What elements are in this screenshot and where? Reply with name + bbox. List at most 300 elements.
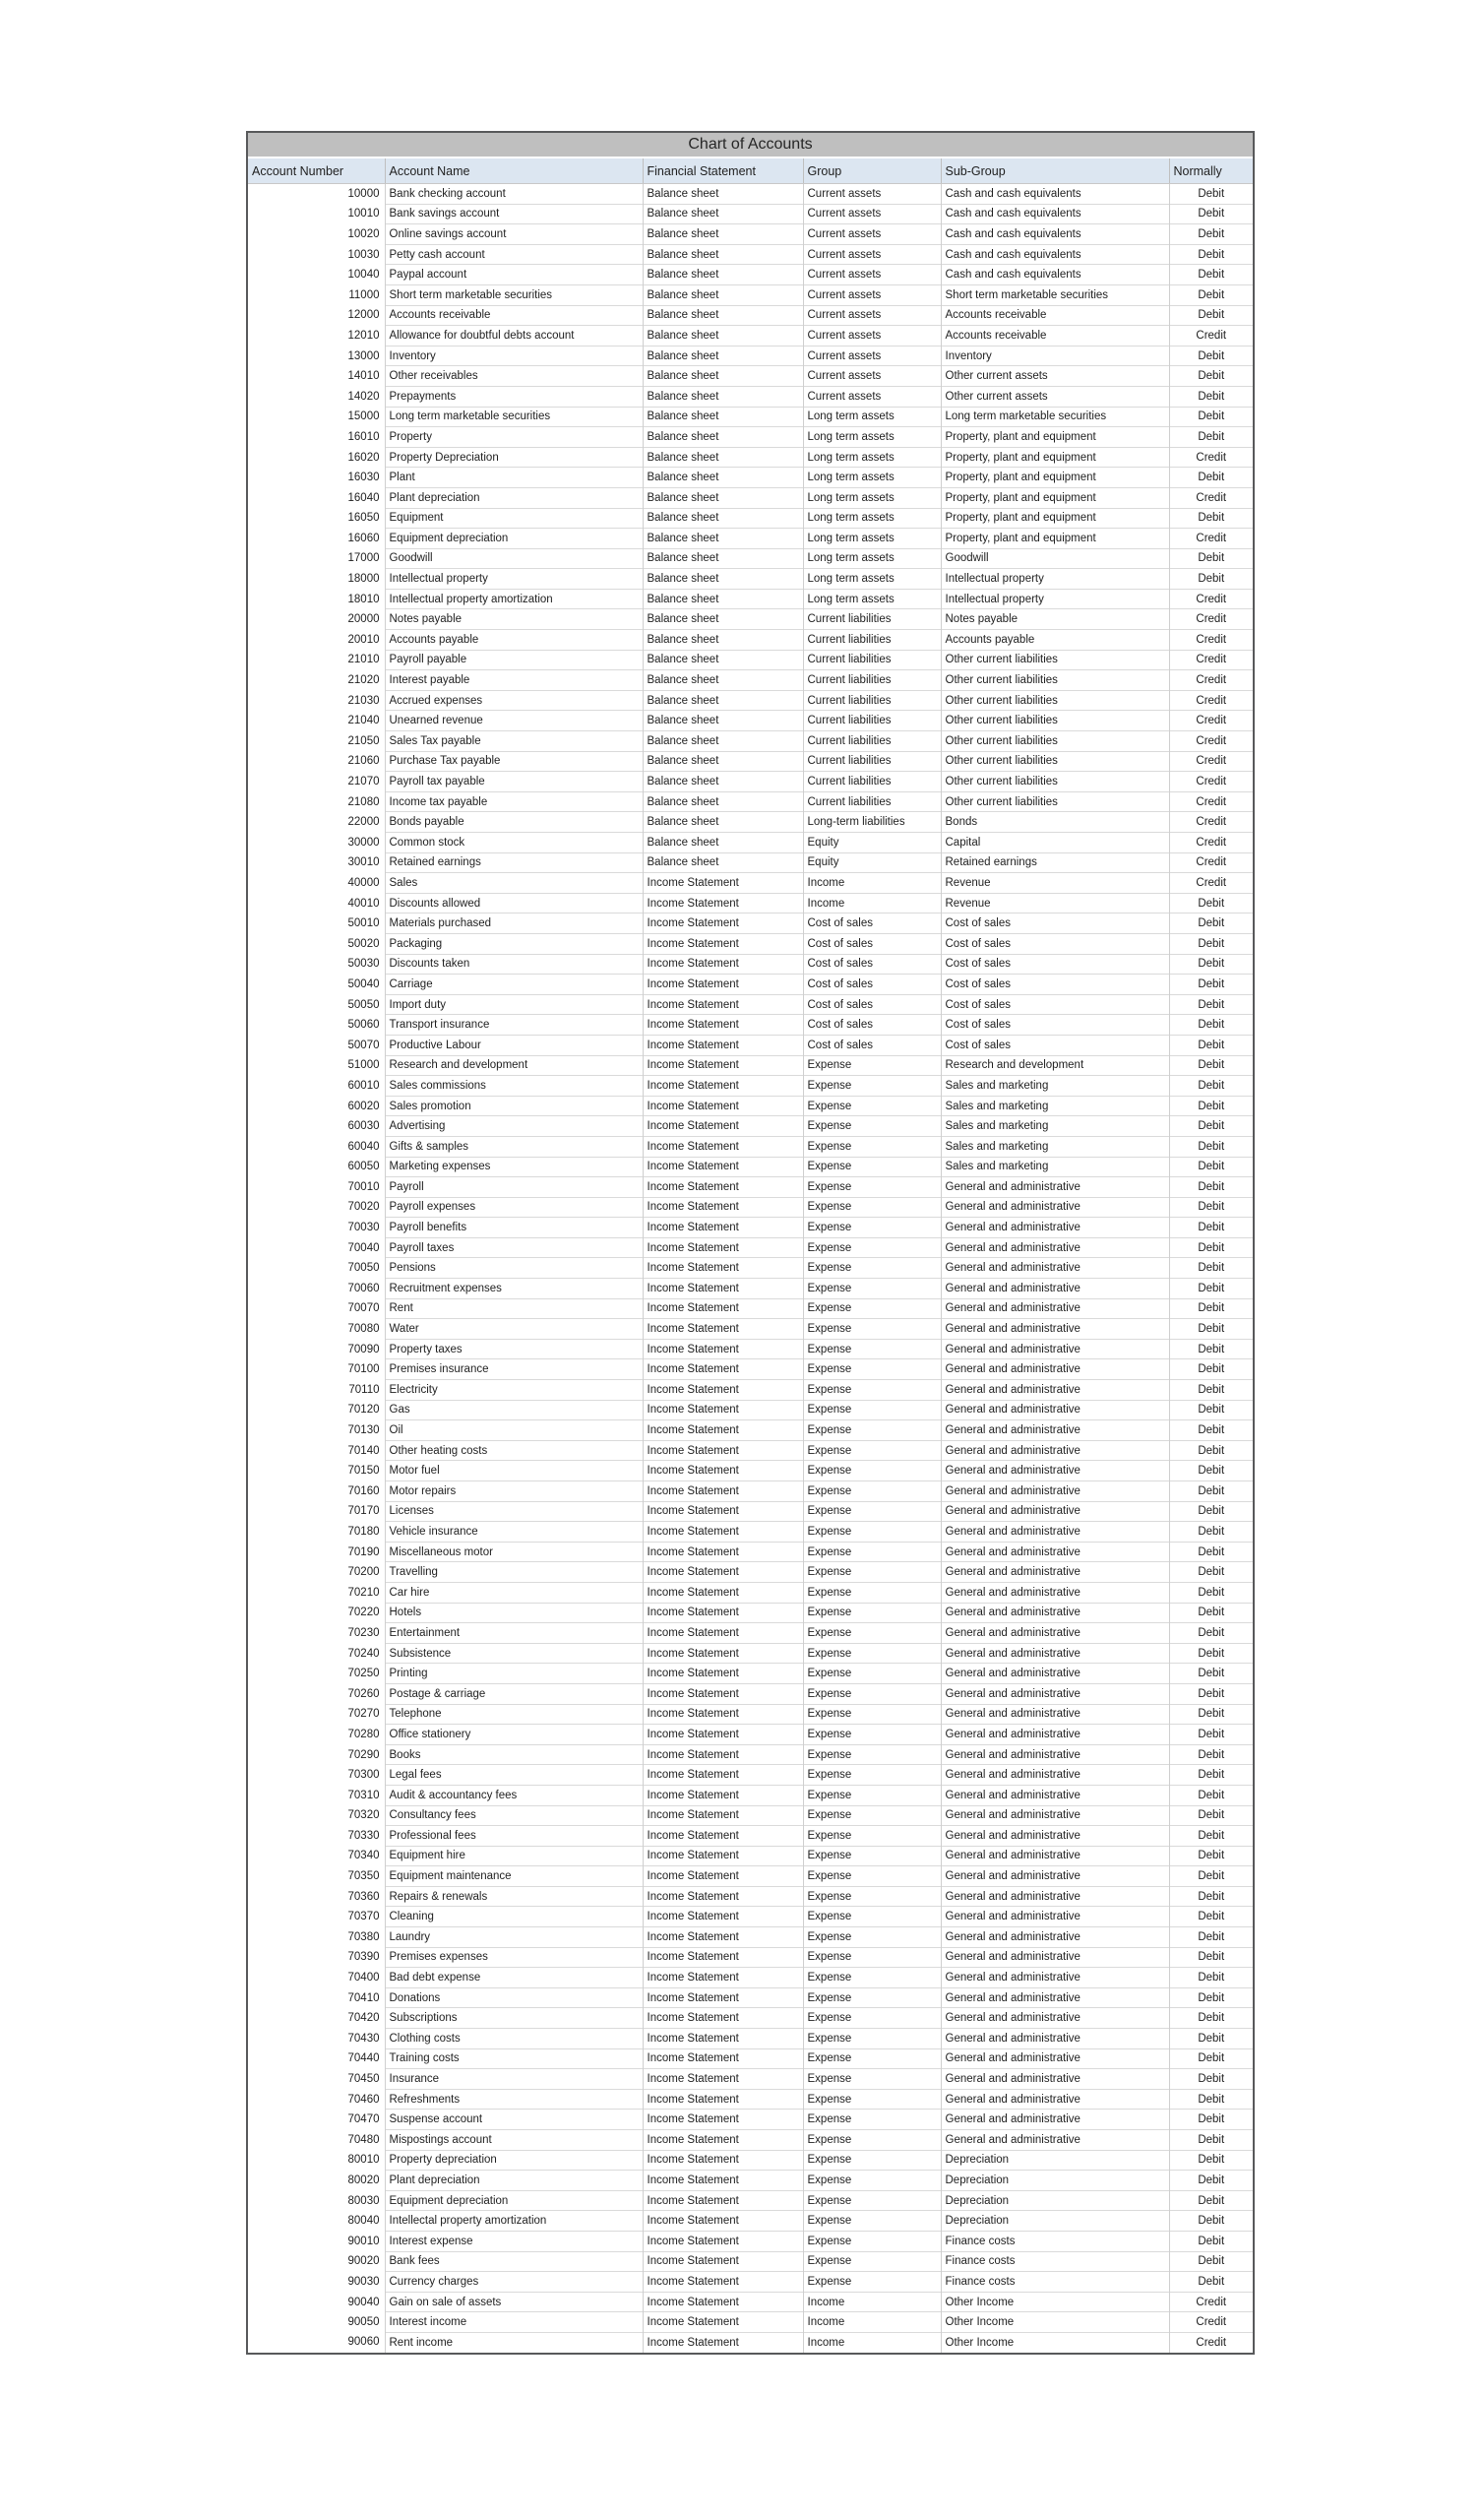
table-row [248,1481,1253,1502]
cell-financial-statement: Income Statement [643,1096,803,1116]
cell-account-number: 30000 [248,833,385,853]
cell-financial-statement: Balance sheet [643,650,803,670]
cell-group: Expense [803,2251,941,2272]
table-row [248,1643,1253,1664]
cell-sub-group: General and administrative [941,1765,1169,1786]
cell-sub-group: General and administrative [941,1947,1169,1968]
cell-sub-group: Short term marketable securities [941,284,1169,305]
cell-sub-group: General and administrative [941,1664,1169,1684]
cell-sub-group: Cost of sales [941,1035,1169,1055]
cell-account-name: Gas [385,1400,643,1420]
cell-group: Expense [803,1076,941,1097]
cell-account-name: Hotels [385,1603,643,1623]
cell-sub-group: General and administrative [941,1440,1169,1461]
cell-account-name: Sales promotion [385,1096,643,1116]
cell-group: Expense [803,1927,941,1948]
table-row [248,224,1253,245]
cell-financial-statement: Income Statement [643,1055,803,1076]
table-row [248,1177,1253,1198]
cell-account-number: 90050 [248,2312,385,2333]
table-row [248,548,1253,569]
cell-group: Cost of sales [803,914,941,934]
cell-account-number: 70080 [248,1319,385,1340]
cell-normally: Debit [1169,1704,1253,1725]
cell-normally: Credit [1169,873,1253,894]
cell-account-number: 10040 [248,265,385,285]
cell-financial-statement: Balance sheet [643,812,803,833]
table-row [248,1542,1253,1562]
cell-normally: Debit [1169,1664,1253,1684]
cell-account-name: Rent [385,1298,643,1319]
cell-sub-group: General and administrative [941,1481,1169,1502]
cell-sub-group: Other Income [941,2312,1169,2333]
cell-normally: Credit [1169,2332,1253,2352]
cell-account-number: 70020 [248,1197,385,1218]
cell-group: Expense [803,2008,941,2029]
cell-sub-group: General and administrative [941,1400,1169,1420]
cell-financial-statement: Income Statement [643,873,803,894]
table-row [248,1116,1253,1137]
table-row [248,873,1253,894]
cell-financial-statement: Income Statement [643,1136,803,1157]
cell-sub-group: General and administrative [941,1298,1169,1319]
cell-group: Long term assets [803,427,941,448]
cell-account-number: 70270 [248,1704,385,1725]
cell-financial-statement: Income Statement [643,1359,803,1380]
cell-account-name: Pensions [385,1258,643,1279]
cell-account-name: Payroll expenses [385,1197,643,1218]
cell-normally: Debit [1169,1096,1253,1116]
table-row [248,2130,1253,2151]
cell-sub-group: General and administrative [941,1339,1169,1359]
cell-group: Expense [803,1157,941,1177]
cell-financial-statement: Income Statement [643,1319,803,1340]
cell-normally: Debit [1169,284,1253,305]
cell-normally: Debit [1169,1116,1253,1137]
cell-normally: Debit [1169,1177,1253,1198]
cell-account-number: 80040 [248,2211,385,2232]
cell-group: Expense [803,1805,941,1826]
cell-group: Expense [803,1725,941,1745]
cell-account-number: 21020 [248,670,385,691]
cell-group: Current assets [803,386,941,407]
table-row [248,244,1253,265]
cell-financial-statement: Income Statement [643,1501,803,1522]
cell-sub-group: Cost of sales [941,994,1169,1015]
cell-account-name: Advertising [385,1116,643,1137]
cell-account-name: Inventory [385,346,643,366]
cell-normally: Debit [1169,1400,1253,1420]
cell-normally: Debit [1169,1866,1253,1887]
table-row [248,1826,1253,1847]
cell-account-name: Paypal account [385,265,643,285]
table-row [248,366,1253,387]
cell-group: Expense [803,1846,941,1866]
cell-financial-statement: Income Statement [643,1704,803,1725]
cell-financial-statement: Income Statement [643,954,803,975]
cell-group: Long term assets [803,487,941,508]
cell-normally: Debit [1169,1015,1253,1036]
cell-group: Equity [803,852,941,873]
cell-financial-statement: Income Statement [643,1785,803,1805]
cell-financial-statement: Balance sheet [643,447,803,468]
cell-financial-statement: Income Statement [643,1258,803,1279]
table-row [248,893,1253,914]
cell-account-name: Travelling [385,1562,643,1583]
table-row [248,1400,1253,1420]
cell-normally: Debit [1169,1501,1253,1522]
cell-sub-group: General and administrative [941,1987,1169,2008]
cell-group: Current liabilities [803,791,941,812]
cell-account-number: 70130 [248,1420,385,1441]
cell-group: Expense [803,2211,941,2232]
cell-sub-group: General and administrative [941,1380,1169,1401]
table-row [248,994,1253,1015]
table-row [248,1522,1253,1543]
cell-normally: Credit [1169,447,1253,468]
cell-group: Expense [803,1177,941,1198]
cell-group: Cost of sales [803,933,941,954]
table-row [248,2251,1253,2272]
cell-account-number: 14020 [248,386,385,407]
cell-group: Current assets [803,366,941,387]
table-row [248,589,1253,609]
cell-account-number: 70090 [248,1339,385,1359]
cell-normally: Debit [1169,2171,1253,2191]
cell-normally: Credit [1169,690,1253,711]
cell-financial-statement: Income Statement [643,1481,803,1502]
cell-account-name: Bad debt expense [385,1968,643,1988]
cell-account-number: 70440 [248,2048,385,2069]
cell-financial-statement: Balance sheet [643,184,803,205]
cell-financial-statement: Income Statement [643,1744,803,1765]
cell-group: Current liabilities [803,609,941,630]
cell-account-number: 70370 [248,1907,385,1927]
cell-account-number: 70220 [248,1603,385,1623]
table-row [248,1339,1253,1359]
cell-account-number: 14010 [248,366,385,387]
cell-financial-statement: Balance sheet [643,204,803,224]
cell-account-name: Common stock [385,833,643,853]
cell-group: Expense [803,1664,941,1684]
cell-financial-statement: Income Statement [643,2110,803,2130]
cell-account-number: 18010 [248,589,385,609]
cell-account-name: Plant [385,468,643,488]
cell-financial-statement: Income Statement [643,1380,803,1401]
cell-normally: Credit [1169,670,1253,691]
cell-account-number: 60030 [248,1116,385,1137]
cell-group: Expense [803,1136,941,1157]
cell-account-name: Accounts receivable [385,305,643,326]
cell-account-number: 50010 [248,914,385,934]
table-row [248,1420,1253,1441]
cell-normally: Credit [1169,852,1253,873]
cell-sub-group: General and administrative [941,2069,1169,2090]
cell-account-name: Gifts & samples [385,1136,643,1157]
cell-sub-group: Cost of sales [941,914,1169,934]
cell-account-name: Bonds payable [385,812,643,833]
table-row [248,1055,1253,1076]
cell-sub-group: Other current liabilities [941,731,1169,752]
cell-account-name: Professional fees [385,1826,643,1847]
cell-account-name: Clothing costs [385,2029,643,2049]
cell-normally: Debit [1169,265,1253,285]
cell-normally: Debit [1169,1744,1253,1765]
cell-normally: Credit [1169,711,1253,731]
cell-financial-statement: Balance sheet [643,386,803,407]
cell-sub-group: General and administrative [941,2008,1169,2029]
cell-account-number: 70480 [248,2130,385,2151]
cell-financial-statement: Income Statement [643,1116,803,1137]
header-sub-group: Sub-Group [941,158,1169,184]
cell-sub-group: Cash and cash equivalents [941,224,1169,245]
cell-account-name: Discounts taken [385,954,643,975]
cell-group: Expense [803,1886,941,1907]
cell-sub-group: General and administrative [941,1582,1169,1603]
cell-group: Expense [803,1947,941,1968]
cell-financial-statement: Income Statement [643,1522,803,1543]
page-title: Chart of Accounts [248,133,1253,158]
cell-account-name: Legal fees [385,1765,643,1786]
cell-normally: Debit [1169,975,1253,995]
cell-normally: Debit [1169,1725,1253,1745]
cell-sub-group: General and administrative [941,2048,1169,2069]
cell-account-number: 11000 [248,284,385,305]
cell-sub-group: Cost of sales [941,954,1169,975]
table-row [248,2048,1253,2069]
cell-account-number: 70190 [248,1542,385,1562]
cell-sub-group: General and administrative [941,1907,1169,1927]
table-row [248,204,1253,224]
cell-normally: Credit [1169,731,1253,752]
cell-account-number: 30010 [248,852,385,873]
cell-account-name: Payroll tax payable [385,772,643,792]
cell-group: Expense [803,1298,941,1319]
cell-sub-group: Notes payable [941,609,1169,630]
cell-account-name: Subscriptions [385,2008,643,2029]
cell-account-name: Payroll benefits [385,1218,643,1238]
cell-financial-statement: Income Statement [643,1157,803,1177]
cell-normally: Debit [1169,1258,1253,1279]
cell-normally: Debit [1169,1481,1253,1502]
table-row [248,609,1253,630]
cell-sub-group: General and administrative [941,1603,1169,1623]
cell-sub-group: Other current liabilities [941,690,1169,711]
cell-sub-group: General and administrative [941,1501,1169,1522]
table-row [248,1076,1253,1097]
cell-financial-statement: Income Statement [643,1562,803,1583]
cell-sub-group: General and administrative [941,1461,1169,1481]
cell-normally: Debit [1169,1279,1253,1299]
cell-group: Long term assets [803,589,941,609]
cell-group: Expense [803,2190,941,2211]
table-row [248,2312,1253,2333]
cell-group: Expense [803,2150,941,2171]
cell-financial-statement: Balance sheet [643,731,803,752]
cell-group: Expense [803,1866,941,1887]
table-row [248,1197,1253,1218]
cell-financial-statement: Balance sheet [643,548,803,569]
header-financial-statement: Financial Statement [643,158,803,184]
cell-group: Expense [803,1380,941,1401]
cell-account-number: 70310 [248,1785,385,1805]
cell-account-name: Property Depreciation [385,447,643,468]
cell-sub-group: General and administrative [941,1725,1169,1745]
cell-financial-statement: Income Statement [643,2089,803,2110]
cell-normally: Debit [1169,2110,1253,2130]
cell-financial-statement: Income Statement [643,1035,803,1055]
cell-account-number: 50040 [248,975,385,995]
cell-group: Current liabilities [803,630,941,651]
cell-account-number: 21060 [248,751,385,772]
cell-account-number: 70330 [248,1826,385,1847]
cell-financial-statement: Balance sheet [643,265,803,285]
cell-account-name: Equipment hire [385,1846,643,1866]
cell-sub-group: Intellectual property [941,589,1169,609]
cell-financial-statement: Balance sheet [643,366,803,387]
cell-normally: Credit [1169,650,1253,670]
cell-sub-group: Sales and marketing [941,1096,1169,1116]
cell-account-name: Accrued expenses [385,690,643,711]
cell-account-number: 70260 [248,1683,385,1704]
cell-financial-statement: Income Statement [643,1927,803,1948]
cell-group: Current liabilities [803,711,941,731]
table-row [248,468,1253,488]
cell-group: Current assets [803,204,941,224]
cell-account-number: 90010 [248,2231,385,2251]
cell-account-number: 70120 [248,1400,385,1420]
cell-group: Expense [803,1400,941,1420]
cell-group: Cost of sales [803,1015,941,1036]
cell-group: Expense [803,1440,941,1461]
cell-sub-group: General and administrative [941,1258,1169,1279]
table-row [248,852,1253,873]
cell-account-name: Repairs & renewals [385,1886,643,1907]
table-row [248,1927,1253,1948]
cell-sub-group: Sales and marketing [941,1136,1169,1157]
cell-normally: Debit [1169,1197,1253,1218]
header-account-number: Account Number [248,158,385,184]
cell-account-name: Payroll payable [385,650,643,670]
cell-account-number: 80010 [248,2150,385,2171]
cell-account-number: 70470 [248,2110,385,2130]
cell-normally: Debit [1169,1785,1253,1805]
cell-sub-group: Cash and cash equivalents [941,204,1169,224]
cell-sub-group: Sales and marketing [941,1116,1169,1137]
cell-account-number: 90020 [248,2251,385,2272]
table-row [248,1886,1253,1907]
cell-sub-group: Revenue [941,893,1169,914]
cell-account-number: 70210 [248,1582,385,1603]
cell-normally: Debit [1169,1298,1253,1319]
table-row [248,1907,1253,1927]
cell-normally: Debit [1169,933,1253,954]
cell-normally: Debit [1169,2029,1253,2049]
cell-account-number: 40010 [248,893,385,914]
cell-account-number: 21030 [248,690,385,711]
table-row [248,346,1253,366]
cell-account-number: 60050 [248,1157,385,1177]
cell-normally: Credit [1169,589,1253,609]
cell-group: Long-term liabilities [803,812,941,833]
cell-sub-group: Property, plant and equipment [941,508,1169,529]
table-row [248,1623,1253,1644]
cell-account-number: 21050 [248,731,385,752]
table-row [248,1319,1253,1340]
cell-sub-group: General and administrative [941,2029,1169,2049]
cell-normally: Debit [1169,1339,1253,1359]
cell-account-name: Other heating costs [385,1440,643,1461]
cell-account-number: 51000 [248,1055,385,1076]
cell-normally: Debit [1169,224,1253,245]
table-row [248,1298,1253,1319]
cell-normally: Debit [1169,386,1253,407]
table-row [248,2008,1253,2029]
cell-normally: Debit [1169,914,1253,934]
table-row [248,731,1253,752]
cell-account-name: Subsistence [385,1643,643,1664]
cell-sub-group: General and administrative [941,1886,1169,1907]
cell-group: Expense [803,1237,941,1258]
table-row [248,1501,1253,1522]
cell-normally: Credit [1169,2292,1253,2312]
cell-account-name: Car hire [385,1582,643,1603]
cell-group: Expense [803,2089,941,2110]
cell-group: Expense [803,1744,941,1765]
cell-group: Expense [803,2171,941,2191]
table-row [248,1968,1253,1988]
table-row [248,1683,1253,1704]
cell-account-name: Insurance [385,2069,643,2090]
cell-financial-statement: Balance sheet [643,529,803,549]
cell-account-name: Marketing expenses [385,1157,643,1177]
cell-group: Long term assets [803,548,941,569]
table-row [248,833,1253,853]
cell-account-name: Suspense account [385,2110,643,2130]
cell-group: Expense [803,1704,941,1725]
cell-account-name: Interest payable [385,670,643,691]
cell-financial-statement: Income Statement [643,2008,803,2029]
cell-financial-statement: Income Statement [643,1765,803,1786]
cell-normally: Credit [1169,751,1253,772]
cell-account-number: 70010 [248,1177,385,1198]
cell-sub-group: Cash and cash equivalents [941,184,1169,205]
cell-account-name: Laundry [385,1927,643,1948]
cell-account-name: Property depreciation [385,2150,643,2171]
cell-account-name: Postage & carriage [385,1683,643,1704]
cell-financial-statement: Income Statement [643,1440,803,1461]
cell-group: Current assets [803,346,941,366]
cell-group: Current assets [803,305,941,326]
cell-group: Expense [803,1116,941,1137]
table-row [248,2211,1253,2232]
cell-account-name: Interest expense [385,2231,643,2251]
cell-account-number: 70410 [248,1987,385,2008]
cell-account-name: Sales Tax payable [385,731,643,752]
table-row [248,305,1253,326]
cell-sub-group: General and administrative [941,1683,1169,1704]
cell-account-number: 70180 [248,1522,385,1543]
cell-financial-statement: Income Statement [643,1643,803,1664]
table-row [248,2089,1253,2110]
table-row [248,1866,1253,1887]
cell-group: Expense [803,1481,941,1502]
cell-group: Current liabilities [803,690,941,711]
cell-sub-group: Other current liabilities [941,772,1169,792]
cell-normally: Debit [1169,2231,1253,2251]
cell-financial-statement: Income Statement [643,1420,803,1441]
cell-sub-group: General and administrative [941,1623,1169,1644]
